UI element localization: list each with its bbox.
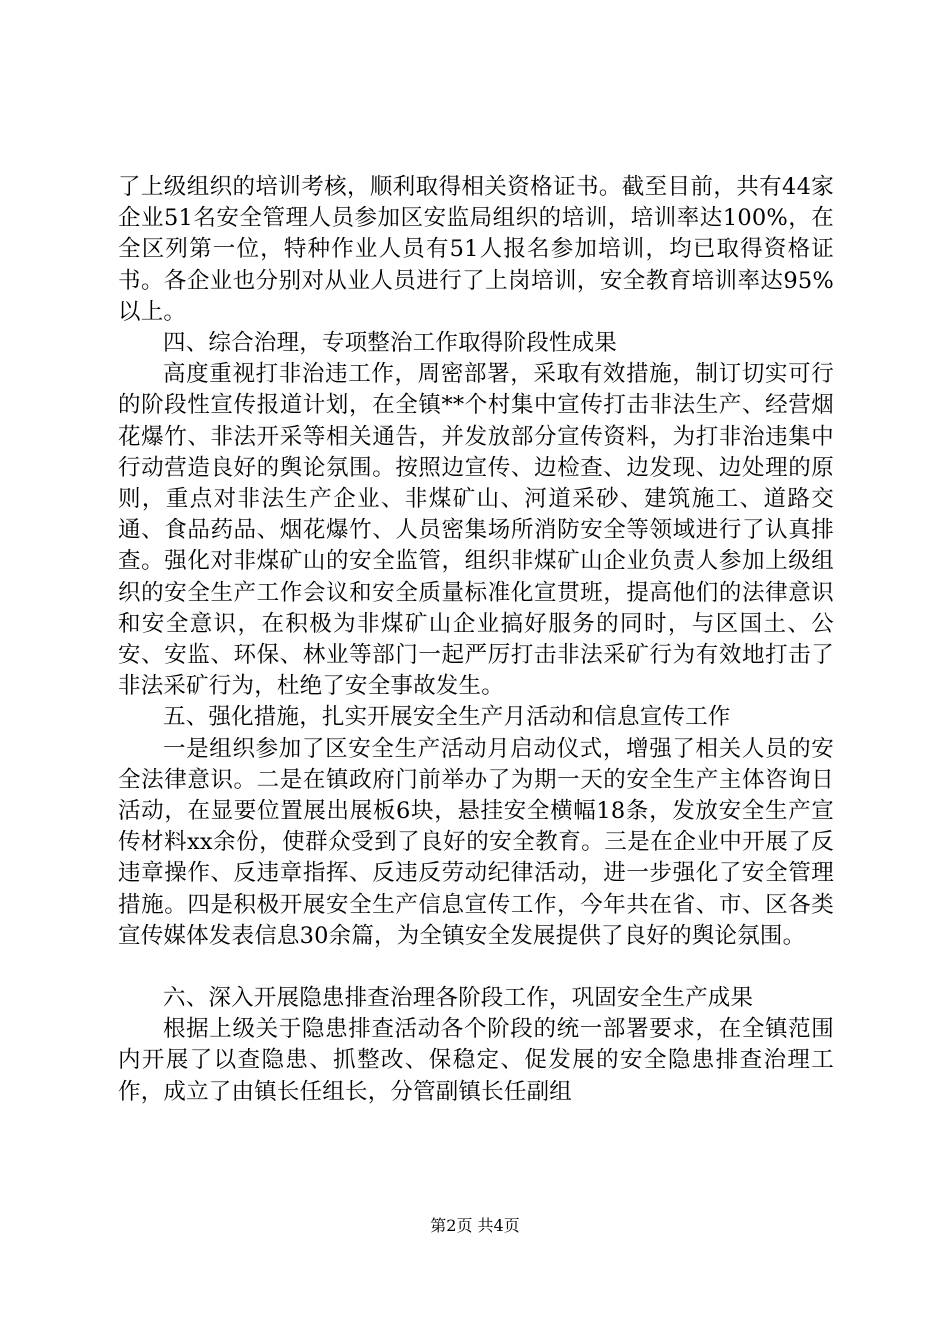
section-heading-5: 五、强化措施，扎实开展安全生产月活动和信息宣传工作 <box>163 704 731 731</box>
paragraph-hazard-inspection: 根据上级关于隐患排查活动各个阶段的统一部署要求，在全镇范围内开展了以查隐患、抓整改、保稳定、促发展的安全隐患排查治理工作，成立了由镇长任组长，分管副镇长任副组 <box>118 1016 834 1105</box>
blank-line <box>118 952 834 983</box>
paragraph-crackdown: 高度重视打非治违工作，周密部署，采取有效措施，制订切实可行的阶段性宣传报道计划，在全镇**个村集中宣传打击非法生产、经营烟花爆竹、非法开采等相关通告，并发放部分宣传资料，为打非治违集中行动营造良好的舆论氛围。按照边宣传、边检查、边发现、边处理的原则，重点对非法生产企业、非煤矿山、河道采砂、建筑施工、道路交通、食品药品、烟花爆竹、人员密集场所消防安全等领域进行了认真排查。强化对非煤矿山的安全监管，组织非煤矿山企业负责人参加上级组织的安全生产工作会议和安全质量标准化宣贯班，提高他们的法律意识和安全意识，在积极为非煤矿山企业搞好服务的同时，与区国土、公安、安监、环保、林业等部门一起严厉打击非法采矿行为有效地打击了非法采矿行为，杜绝了安全事故发生。 <box>118 361 834 700</box>
paragraph-training-summary: 了上级组织的培训考核，顺利取得相关资格证书。截至目前，共有44家企业51名安全管理人员参加区安监局组织的培训，培训率达100%，在全区列第一位，特种作业人员有51人报名参加培训，均已取得资格证书。各企业也分别对从业人员进行了上岗培训，安全教育培训率达95%以上。 <box>118 174 834 325</box>
page-number-footer: 第2页 共4页 <box>430 1216 520 1235</box>
section-heading-4: 四、综合治理，专项整治工作取得阶段性成果 <box>163 330 618 357</box>
document-body <box>118 172 834 1108</box>
section-heading-6: 六、深入开展隐患排查治理各阶段工作，巩固安全生产成果 <box>163 985 754 1012</box>
paragraph-safety-month: 一是组织参加了区安全生产活动月启动仪式，增强了相关人员的安全法律意识。二是在镇政府门前举办了为期一天的安全生产主体咨询日活动，在显要位置展出展板6块，悬挂安全横幅18条，发放安全生产宣传材料xx余份，使群众受到了良好的安全教育。三是在企业中开展了反违章操作、反违章指挥、反违反劳动纪律活动，进一步强化了安全管理措施。四是积极开展安全生产信息宣传工作，今年共在省、市、区各类宣传媒体发表信息30余篇，为全镇安全发展提供了良好的舆论氛围。 <box>118 735 834 949</box>
